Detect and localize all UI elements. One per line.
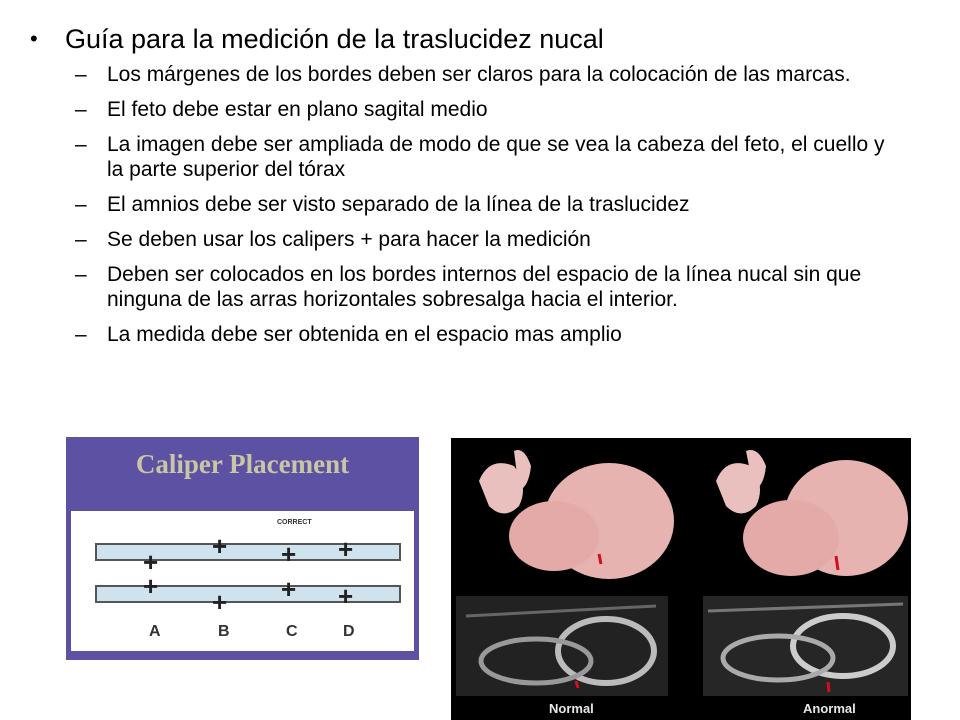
letter-d: D [343, 623, 355, 640]
caliper-bar-bottom [95, 585, 401, 603]
normal-label: Normal [549, 701, 594, 716]
letter-c: C [286, 623, 298, 640]
sub-bullet-text: El feto debe estar en plano sagital medio [107, 98, 488, 121]
sub-bullet [75, 132, 885, 182]
sub-bullet [75, 262, 875, 312]
dash-marker: – [75, 63, 87, 86]
dash-marker: – [75, 263, 87, 286]
caliper-bar-top [95, 543, 401, 561]
ultrasound-figure [451, 438, 911, 720]
plus-icon: + [212, 531, 228, 561]
plus-icon: + [143, 547, 159, 577]
plus-icon: + [281, 539, 297, 569]
sub-bullet [75, 227, 875, 252]
correct-label: CORRECT [277, 519, 312, 526]
sub-bullet-text: El amnios debe ser visto separado de la línea de la traslucidez [107, 193, 690, 216]
sub-bullet-text: Los márgenes de los bordes deben ser claros para la colocación de las marcas. [107, 63, 851, 86]
dash-marker: – [75, 323, 87, 346]
fetus-normal-illustration [459, 446, 679, 586]
plus-icon: + [143, 571, 159, 601]
bullet-dot: • [30, 26, 38, 51]
sub-bullet [75, 62, 875, 87]
dash-marker: – [75, 228, 87, 251]
main-bullet-text: Guía para la medición de la traslucidez nucal [65, 24, 604, 54]
dash-marker: – [75, 193, 87, 216]
scan-normal-graphic [456, 596, 668, 696]
caliper-placement-figure [66, 437, 419, 660]
sub-bullet-text: La medida debe ser obtenida en el espacio mas amplio [107, 323, 622, 346]
ultrasound-scan-normal [456, 596, 668, 696]
sub-bullet [75, 322, 875, 347]
sub-bullet-list [75, 62, 885, 357]
caliper-panel [71, 511, 414, 651]
fetus-abnormal-illustration [696, 446, 911, 586]
dash-marker: – [75, 98, 87, 121]
abnormal-label: Anormal [803, 701, 856, 716]
scan-abnormal-graphic [703, 596, 908, 696]
letter-a: A [149, 623, 161, 640]
plus-icon: + [281, 574, 297, 604]
letter-b: B [218, 623, 230, 640]
plus-icon: + [212, 587, 228, 617]
sub-bullet [75, 97, 875, 122]
plus-icon: + [338, 581, 354, 611]
sub-bullet-text: Deben ser colocados en los bordes internos del espacio de la línea nucal sin que ninguna de las arras horizontales sobresalga hacia el interior. [107, 263, 862, 311]
dash-marker: – [75, 133, 87, 156]
sub-bullet-text: La imagen debe ser ampliada de modo de que se vea la cabeza del feto, el cuello y la parte superior del tórax [107, 133, 885, 181]
ultrasound-scan-abnormal [703, 596, 908, 696]
caliper-title: Caliper Placement [135, 449, 350, 479]
plus-icon: + [338, 534, 354, 564]
sub-bullet [75, 192, 875, 217]
sub-bullet-text: Se deben usar los calipers + para hacer la medición [107, 228, 591, 251]
